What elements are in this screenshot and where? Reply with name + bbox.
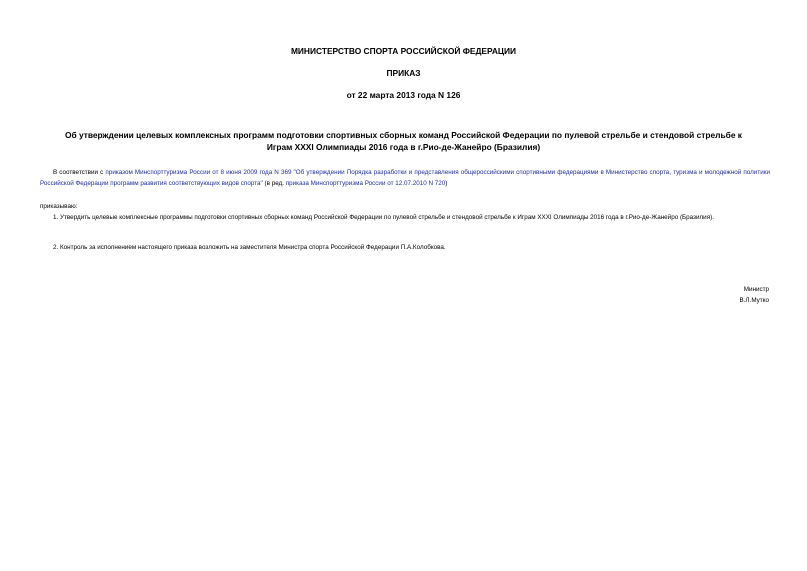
preamble-paragraph (40, 168, 770, 189)
order-word: приказываю: (40, 203, 78, 210)
doc-title-line-1: Об утверждении целевых комплексных программ подготовки спортивных сборных команд Российской Федерации по пулевой стрельбе и стендовой стрельбе к (64, 130, 742, 140)
doc-type-heading: ПРИКАЗ (386, 68, 421, 78)
order-item-2: 2. Контроль за исполнением настоящего приказа возложить на заместителя Министра спорта Российской Федерации П.А.Колобкова. (53, 244, 446, 251)
signature-position: Министр (743, 286, 769, 293)
doc-title (40, 129, 767, 153)
signature-block (569, 285, 769, 306)
order-item-1: 1. Утвердить целевые комплексные программы подготовки спортивных сборных команд Российской Федерации по пулевой стрельбе и стендовой стрельбе к Играм XXXI Олимпиады 2016 года в г.Рио-де-Жанейро (Бразилия). (53, 214, 714, 221)
doc-title-line-2: Играм XXXI Олимпиады 2016 года в г.Рио-де-Жанейро (Бразилия) (266, 142, 541, 152)
ministry-heading: МИНИСТЕРСТВО СПОРТА РОССИЙСКОЙ ФЕДЕРАЦИИ (290, 46, 517, 56)
signature-name: В.Л.Мутко (739, 296, 769, 304)
order-720-link[interactable]: приказа Минспорттуризма России от 12.07.2010 N 720 (285, 179, 446, 187)
doc-date-number: от 22 марта 2013 года N 126 (346, 90, 461, 100)
order-369-link[interactable]: приказом Минспорттуризма России от 8 июня 2009 года N 369 "Об утверждении Порядка разработки и представления общероссийскими спортивными федерациями в Министерство спорта, туризма и молодежной политики Российской Федерации программ развития соответствующих видов спорта" (40, 169, 770, 187)
preamble-text-end: ) (445, 179, 448, 187)
preamble-text-start: В соответствии с (53, 169, 106, 176)
preamble-text-mid: (в ред. (262, 179, 286, 187)
